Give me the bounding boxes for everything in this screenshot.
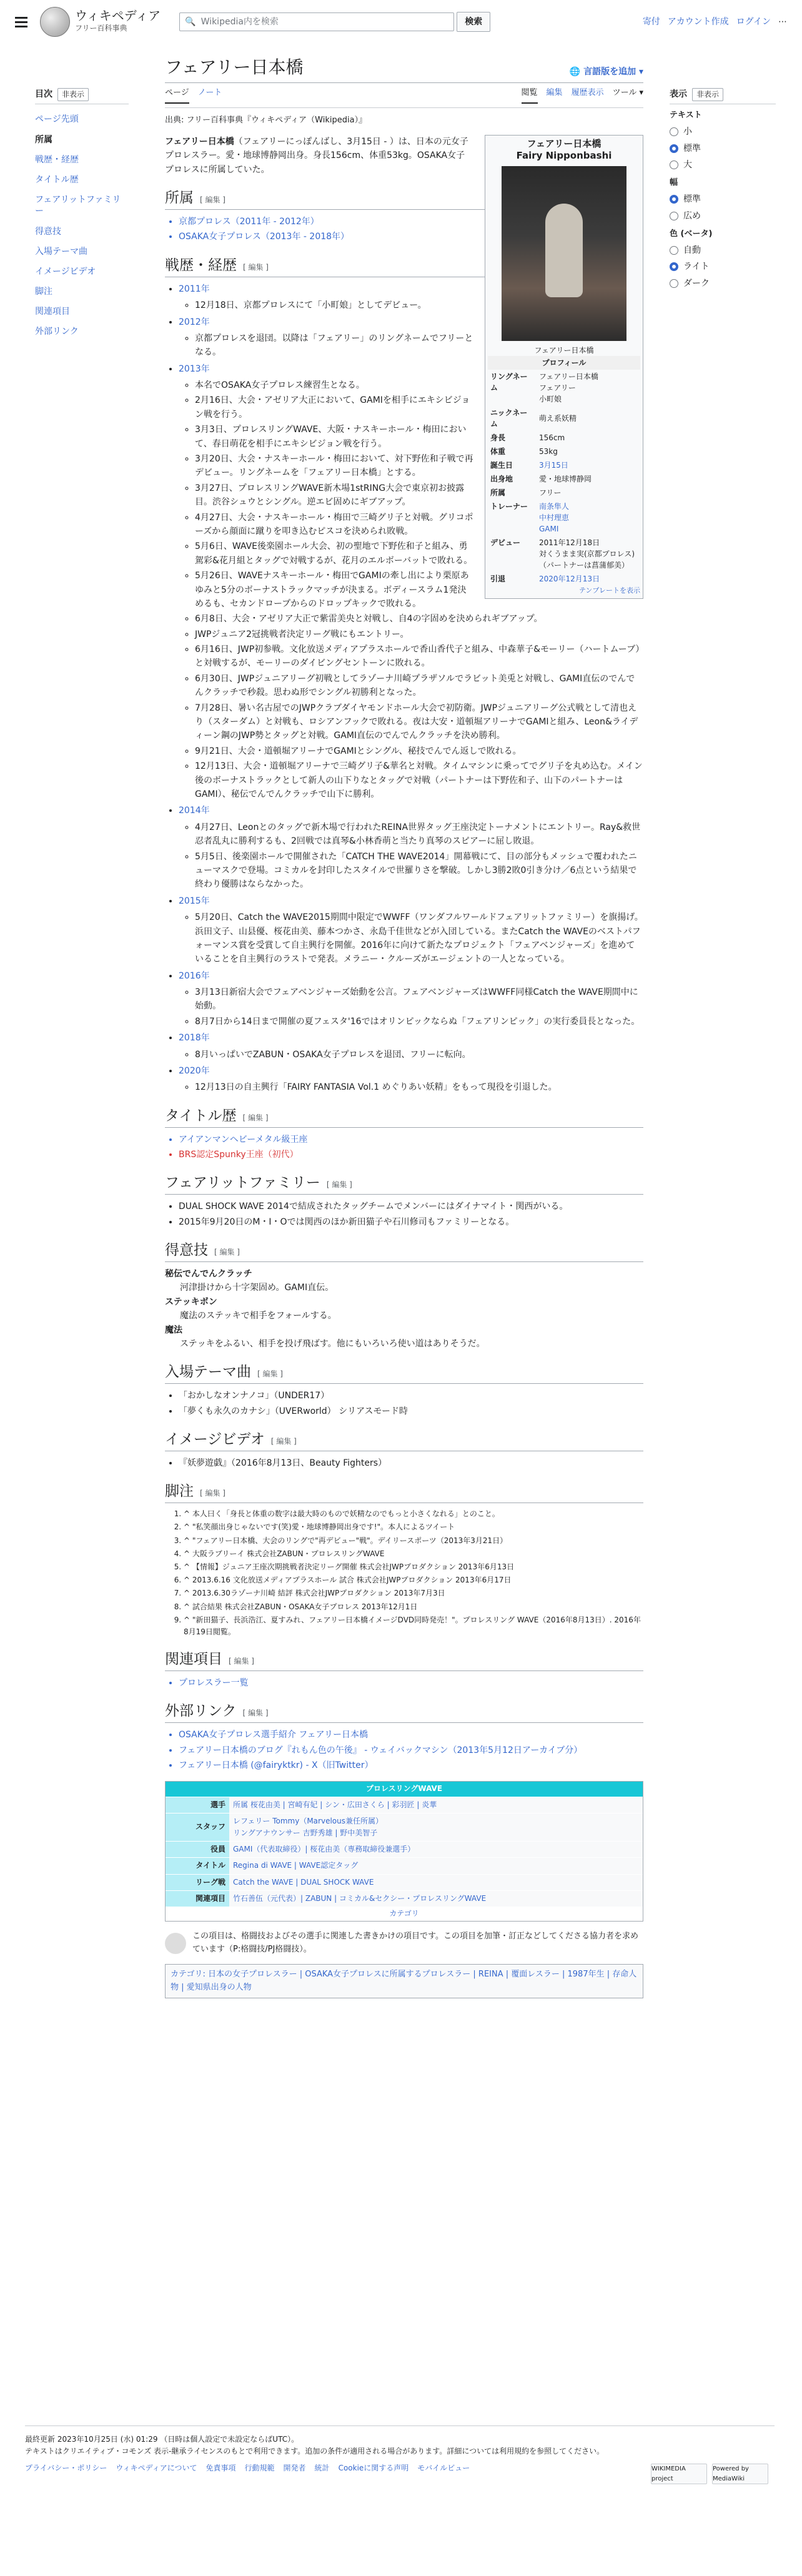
list-item[interactable]: • BRS認定Spunky王座（初代） [179,1148,643,1162]
stub-text: この項目は、格闘技およびその選手に関連した書きかけの項目です。この項目を加筆・訂正などしてくださる協力者を求めています（P:格闘技/PJ格闘技）。 [192,1932,638,1954]
wikimedia-badge[interactable]: WIKIMEDIA project [651,2464,707,2484]
infobox-value: フリー [539,488,562,497]
moves-list [165,1267,643,1351]
list-item: ◦ 5月26日、WAVEナスキーホール・梅田でGAMIの牽し出により栗原あゆみと5分のボーナストラックマッチが決まる。ボディースラム1発決めるも、セカンドロープからのドロップキックで敗れる。 [195,569,643,611]
add-language-button[interactable]: 🌐 言語版を追加 ▾ [569,67,643,77]
list-item: ◦ 3月20日、大会・ナスキーホール・梅田において、対下野佐和子戦で再デビュー。リングネームを「フェアリー日本橋」とする。 [195,452,643,480]
infobox-title: フェアリー日本橋 [527,137,602,149]
navbox-value[interactable]: 所属 桜花由美 | 宮崎有妃 | シン・広田さくら | 彩羽匠 | 炎華 [229,1797,643,1813]
tab-talk[interactable]: ノート [197,88,222,98]
infobox-value[interactable]: 3月15日 [539,460,568,470]
list-item: • 2015年9月20日のM・I・Oでは関西のほか新田猫子や石川修司もファミリーとなる。 [179,1215,643,1229]
infobox-value[interactable]: 2020年12月13日 [539,574,600,583]
infobox-value: 53kg [539,447,558,456]
infobox-key: トレーナー [490,501,528,511]
create-account-link[interactable]: アカウント作成 [667,16,729,27]
intro-paragraph: フェアリー日本橋（フェアリーにっぽんばし、3月15日 - ）は、日本の元女子プロレスラー。愛・地球博静岡出身。身長156cm、体重53kg。OSAKA女子プロレスに所属していた。 [165,136,468,175]
list-item: ◦ 8月いっぱいでZABUN・OSAKA女子プロレスを退団、フリーに転向。 [195,1048,643,1062]
appearance-panel [670,87,776,293]
move-name: 秘伝でんでんクラッチ [165,1269,252,1280]
navbox-key: リーグ戦 [166,1874,229,1890]
list-item: ◦ 3月27日、プロレスリングWAVE新木場1stRING大会で東京初お披露目。渋谷シュウとシングル。逆エビ固めにギブアップ。 [195,481,643,510]
edit-section-link[interactable]: [ 編集 ] [229,1657,254,1666]
section-notes-heading: 脚注 [ 編集 ] [165,1483,643,1503]
wrestler-photo[interactable] [502,166,626,341]
list-item[interactable]: • OSAKA女子プロレス（2013年 - 2018年） [179,230,643,244]
color-label: 色 (ベータ) [670,229,713,239]
page-title: フェアリー日本橋 [165,57,304,77]
edit-section-link[interactable]: [ 編集 ] [200,1489,225,1498]
search-button[interactable]: 検索 [457,12,490,32]
footer-link[interactable]: Cookieに関する声明 [338,2464,409,2473]
list-item: ◦ JWPジュニア2冠挑戦者決定リーグ戦にもエントリー。 [195,628,643,641]
year-link[interactable]: 2013年 [179,363,210,374]
infobox-value: 156cm [539,433,565,442]
list-item[interactable]: • フェアリー日本橋 (@fairyktkr) - X（旧Twitter） [179,1759,643,1772]
list-item: ◦ 5月20日、Catch the WAVE2015期間中限定でWWFF（ワンダフルワールドフェアリットファミリー）を旗揚げ。浜田文子、山县優、桜花由美、藤本つかさ、永島千佳世などが入団している。またCatch the WAVEのベストパフォーマンス賞を受賞して自主興行を開催。2016年に向けて新たなプロジェクト「フェアベンジャーズ」を進めていることを自主興行のラストで発表。メラニー・クルーズがエージェントの一人となっている。 [195,910,643,967]
edit-section-link[interactable]: [ 編集 ] [326,1180,352,1190]
notes-list [165,1508,643,1638]
infobox-title-en: Fairy Nipponbashi [516,150,612,162]
navbox-value[interactable]: レフェリー Tommy（Marvelous兼任所属） リングアナウンサー 吉野秀雄 | 野中美智子 [229,1813,643,1841]
site-logo[interactable] [40,7,161,37]
main-menu-button[interactable] [15,13,32,31]
navbox-title[interactable]: プロレスリングWAVE [166,1782,643,1796]
list-item: ◦ 7月28日、暑い名古屋でのJWPクラブダイヤモンドホール大会で初防衛。JWPジュニアリーグ公式戦として清也えり（スターダム）と対戦も、ロシアンフックで敗れる。夜は大安・道頓堀アリーナでGAMIと組み、Leon&ライディーン鋼のJWP勢とタッグと対戦。GAMI直伝のでんでんクラッチを決め勝利。 [195,701,643,743]
navbox-key: 役員 [166,1842,229,1858]
tab-history[interactable]: 履歴表示 [571,88,604,98]
photo-caption: フェアリー日本橋 [534,345,594,355]
infobox-key: 体重 [490,447,506,456]
width-standard-radio[interactable]: 標準 [670,192,776,206]
navbox-key: 関連項目 [166,1890,229,1907]
list-item: • 『妖夢遊戯』（2016年8月13日、Beauty Fighters） [179,1456,643,1470]
list-item: ◦ 12月13日の自主興行「FAIRY FANTASIA Vol.1 めぐりあい妖精」をもって現役を引退した。 [195,1080,643,1094]
toc-item[interactable]: 所属 [35,134,52,145]
year-link[interactable]: 2011年 [179,284,210,294]
list-item: ◦ 8月7日から14日まで開催の夏フェスタ'16ではオリンピックならぬ「フェアリンピック」の実行委員長となった。 [195,1015,643,1029]
infobox-key: 誕生日 [490,460,513,470]
edit-section-link[interactable]: [ 編集 ] [242,1113,269,1122]
infobox-key: デビュー [490,538,521,547]
wikipedia-globe-icon [40,7,70,37]
list-item: ◦ 3月13日新宿大会でフェアベンジャーズ始動を公言。フェアベンジャーズはWWFF同様Catch the WAVE期間中に始動。 [195,985,643,1014]
navbox-key: 選手 [166,1797,229,1813]
section-related-heading: 関連項目 [ 編集 ] [165,1651,643,1671]
color-light-radio[interactable]: ライト [670,260,776,274]
main-content [165,56,643,1998]
list-item: ◦ 4月27日、Leonとのタッグで新木場で行われたREINA世界タッグ王座決定トーナメントにエントリー。Ray&救世忍者乱丸に勝利するも、2回戦では真琴&小林香萌と当たり真琴のスピアーに屈し敗退。 [195,821,643,849]
list-item: ◦ 6月30日、JWPジュニアリーグ初戦としてラゾーナ川崎プラザソルでラビット美兎と対戦し、GAMI直伝のでんでんクラッチで秒殺。思わぬ形でシングル初勝利となった。 [195,672,643,700]
note-item: 7. ^ 2013.6.30ラゾーナ川崎 結評 株式会社JWPプロダクション 2013年7月3日 [184,1587,643,1599]
license-text: テキストはクリエイティブ・コモンズ 表示-継承ライセンスのもとで利用できます。追加の条件が適用される場合があります。詳細については利用規約を参照してください。 [25,2447,605,2456]
toc-item[interactable]: タイトル歴 [35,174,79,185]
category-bar[interactable]: カテゴリ: 日本の女子プロレスラー | OSAKA女子プロレスに所属するプロレスラー | REINA | 覆面レスラー | 1987年生 | 存命人物 | 愛知県出身の人物 [165,1964,643,1999]
list-item[interactable]: • プロレスラー一覧 [179,1676,643,1690]
section-affiliation-heading: 所属 [ 編集 ] [165,189,643,210]
width-label: 幅 [670,178,678,188]
navbox-category-link[interactable]: カテゴリ [389,1908,419,1918]
toc-item[interactable]: ページ先頭 [35,114,79,125]
toc-item[interactable]: 得意技 [35,226,61,237]
list-item: ◦ 9月21日、大会・道頓堀アリーナでGAMIとシングル、秘技でんでん返しで敗れる。 [195,744,643,758]
move-name: 魔法 [165,1325,182,1335]
infobox-key: ニックネーム [490,408,528,428]
note-item: 1. ^ 本人曰く「身長と体重の数字は最大時のもので妖精なのでもっと小さくなれる」とのこと。 [184,1508,643,1520]
search-input[interactable] [179,12,454,31]
tab-page[interactable]: ページ [165,87,189,104]
infobox-value: フェアリー日本橋 フェアリー 小町娘 [539,372,598,403]
stub-notice [165,1930,643,1957]
edit-section-link[interactable]: [ 編集 ] [214,1248,240,1257]
infobox-profile-header: プロフィール [488,356,640,370]
from-notice: 出典: フリー百科事典『ウィキペディア（Wikipedia）』 [165,116,367,126]
list-item: ◦ 5月5日、後楽園ホールで開催された「CATCH THE WAVE2014」開幕戦にて、目の部分もメッシュで覆われたニューマスクで登場。コミカルを封印したスタイルで世羅りさを撃破。しかし3勝2敗0引き分け／6点という結果で終わり優勝はならなかった。 [195,850,643,892]
note-item: 4. ^ 大阪ラブリーイ 株式会社ZABUN・プロレスリングWAVE [184,1548,643,1560]
list-item: ◦ 5月6日、WAVE後楽園ホール大会、初の聖地で下野佐和子と組み、勇駕彩&花月組とタッグで対戦するが、花月のエルボーバットで敗れる。 [195,540,643,568]
template-link[interactable]: テンプレートを表示 [578,586,640,595]
note-item: 6. ^ 2013.6.16 文化放送メディアプラスホール 試合 株式会社JWPプロダクション 2013年6月17日 [184,1574,643,1586]
move-desc: ステッキをふるい、相手を投げ飛ばす。他にもいろいろ使い道はありそうだ。 [180,1339,485,1349]
footer [25,2425,775,2482]
note-item: 2. ^ "私笑顔出身じゃないです(笑)愛・地球博静岡出身です!"。本人によるツイート [184,1521,643,1533]
more-menu-icon[interactable]: ⋯ [778,16,787,27]
move-desc: 魔法のステッキで相手をフォールする。 [180,1311,337,1321]
footer-link[interactable]: ウィキペディアについて [116,2464,197,2473]
list-item: ◦ 6月16日、JWP初参戦。文化放送メディアプラスホールで香山香代子と組み、中森華子&モーリー（ハートムーブ）と対戦するが、モーリーのダイビングセントーンに敗れる。 [195,643,643,671]
infobox-value[interactable]: 南条隼人 中村理恵 GAMI [539,501,570,533]
navbox-key: タイトル [166,1858,229,1874]
search-form [179,12,490,32]
list-item: ◦ 12月13日、大会・道頓堀アリーナで三崎グリ子&華名と対戦。タイムマシンに乗ってでグリ子を丸め込む。メイン後のボーナストラックとして新人の山下りなとタッグで対戦（パートナーは下野佐和子、山下のパートナーはGAMI）、秘伝でんでんクラッチで山下に勝利。 [195,759,643,801]
toc-item[interactable]: イメージビデオ [35,266,96,277]
width-wide-radio[interactable]: 広め [670,209,776,223]
section-titles-heading: タイトル歴 [ 編集 ] [165,1107,643,1128]
header [0,0,802,44]
footer-link[interactable]: 行動規範 [244,2464,275,2473]
text-size-label: テキスト [670,111,702,121]
edit-section-link[interactable]: [ 編集 ] [257,1369,283,1379]
navbox-key: スタッフ [166,1813,229,1841]
navbox-value[interactable]: 竹石善伍（元代表）| ZABUN | コミカル&セクシー・プロレスリングWAVE [229,1890,643,1907]
list-item: ◦ 京都プロレスを退団。以降は「フェアリー」のリングネームでフリーとなる。 [195,332,643,360]
text-size-large-radio[interactable]: 大 [670,158,776,172]
note-item: 5. ^ 【情報】ジュニア王座次期挑戦者決定リーグ開催 株式会社JWPプロダクション 2013年6月13日 [184,1561,643,1573]
login-link[interactable]: ログイン [736,16,771,27]
list-item: • DUAL SHOCK WAVE 2014で結成されたタッグチームでメンバーにはダイナマイト・関西がいる。 [179,1200,643,1213]
year-link[interactable]: 2020年 [179,1066,210,1077]
infobox-key: リングネーム [490,372,528,392]
list-item: ◦ 4月27日、大会・ナスキーホール・梅田で三崎グリ子と対戦。グリコポーズから顔面に蹴りを叩き込むピスコを決められ敗戦。 [195,511,643,539]
list-item[interactable]: • アイアンマンヘビーメタル級王座 [179,1133,643,1147]
year-link[interactable]: 2014年 [179,806,210,816]
tab-tools[interactable]: ツール ▾ [612,88,643,98]
search-icon: 🔍 [185,16,196,27]
navbox [165,1781,643,1922]
logo-title: ウィキペディア [75,8,161,24]
list-item[interactable]: • 京都プロレス（2011年 - 2012年） [179,215,643,229]
list-item[interactable]: • OSAKA女子プロレス選手紹介 フェアリー日本橋 [179,1728,643,1742]
section-moves-heading: 得意技 [ 編集 ] [165,1241,643,1262]
section-theme-heading: 入場テーマ曲 [ 編集 ] [165,1363,643,1384]
footer-link[interactable]: プライバシー・ポリシー [25,2464,107,2473]
navbox-value[interactable]: Catch the WAVE | DUAL SHOCK WAVE [229,1874,643,1890]
list-item: ◦ 2月16日、大会・アゼリア大正において、GAMIを相手にエキシビジョン戦を行う。 [195,393,643,422]
navbox-value[interactable]: GAMI（代表取締役）| 桜花由美（専務取締役兼選手） [229,1842,643,1858]
year-link[interactable]: 2018年 [179,1033,210,1044]
toc-item[interactable]: 関連項目 [35,307,70,317]
toc-item[interactable]: 外部リンク [35,327,79,337]
infobox-key: 出身地 [490,474,513,483]
infobox [485,135,643,600]
infobox-value: 萌え系妖精 [539,413,577,423]
edit-section-link[interactable]: [ 編集 ] [270,1437,297,1446]
page-tabs [165,87,643,108]
text-size-small-radio[interactable]: 小 [670,125,776,139]
section-video-heading: イメージビデオ [ 編集 ] [165,1431,643,1451]
move-desc: 河津掛けから十字架固め。GAMI直伝。 [180,1283,334,1293]
move-name: ステッキボン [165,1296,217,1307]
donate-link[interactable]: 寄付 [642,16,660,27]
infobox-key: 身長 [490,433,506,442]
appearance-hide-button[interactable]: 非表示 [692,88,723,101]
list-item: • 「おかしなオンナノコ」（UNDER17） [179,1389,643,1403]
toc-item[interactable]: 戦歴・経歴 [35,154,79,165]
toc-title: 目次 [35,89,52,99]
year-link[interactable]: 2012年 [179,317,210,327]
footer-link[interactable]: 免責事項 [205,2464,236,2473]
edit-section-link[interactable]: [ 編集 ] [200,195,225,205]
list-item: ◦ 6月8日、大会・アゼリア大正で紫雷美央と対戦し、自4の字固めを決められギブアップ。 [195,612,643,626]
footer-link[interactable]: 開発者 [283,2464,306,2473]
appearance-title: 表示 [670,89,687,99]
section-family-heading: フェアリットファミリー [ 編集 ] [165,1174,643,1195]
toc-hide-button[interactable]: 非表示 [57,88,89,101]
text-size-standard-radio[interactable]: 標準 [670,142,776,155]
note-item: 9. ^ "新田猫子、長浜浩江、夏すみれ、フェアリー日本橋イメージDVD同時発売！"。プロレスリング WAVE（2016年8月13日）. 2016年8月19日閲覧。 [184,1614,643,1638]
search-placeholder: Wikipedia内を検索 [200,16,279,27]
logo-subtitle: フリー百科事典 [75,24,127,33]
edit-section-link[interactable]: [ 編集 ] [242,1709,269,1718]
mediawiki-badge[interactable]: Powered by MediaWiki [712,2464,768,2484]
table-of-contents [35,87,129,342]
toc-item[interactable]: 入場テーマ曲 [35,246,87,257]
infobox-key: 引退 [490,574,506,583]
section-career-heading: 戦歴・経歴 [ 編集 ] [165,257,643,277]
last-modified: 最終更新 2023年10月25日 (水) 01:29 （日時は個人設定で未設定ならばUTC）。 [25,2435,299,2444]
year-link[interactable]: 2016年 [179,970,210,981]
footer-link[interactable]: モバイルビュー [417,2464,470,2473]
infobox-value: 2011年12月18日 対くうまま実(京都プロレス) （パートナーは菖蒲郁美） [539,538,635,570]
footer-link[interactable]: 統計 [314,2464,330,2473]
toc-item[interactable]: フェアリットファミリー [35,195,121,217]
toc-item[interactable]: 脚注 [35,287,52,297]
tab-read[interactable]: 閲覧 [522,87,538,104]
note-item: 3. ^ "フェアリー日本橋、大会のリングで"再デビュー"戦"。デイリースポーツ（2013年3月21日） [184,1535,643,1547]
tab-edit[interactable]: 編集 [546,88,563,98]
note-item: 8. ^ 試合結果 株式会社ZABUN・OSAKA女子プロレス 2013年12月1日 [184,1601,643,1613]
section-external-heading: 外部リンク [ 編集 ] [165,1702,643,1723]
list-item: ◦ 12月18日、京都プロレスにて「小町娘」としてデビュー。 [195,299,643,312]
list-item: ◦ 3月3日、プロレスリングWAVE、大阪・ナスキーホール・梅田において、春日萌花を相手にエキシビジョン戦を行う。 [195,423,643,451]
user-links [643,15,787,29]
color-auto-radio[interactable]: 自動 [670,244,776,257]
edit-section-link[interactable]: [ 編集 ] [243,262,269,272]
infobox-key: 所属 [490,488,506,497]
list-item[interactable]: • フェアリー日本橋のブログ『れもん色の午後』 - ウェイバックマシン（2013年5月12日アーカイブ分） [179,1744,643,1757]
list-item: ◦ 本名でOSAKA女子プロレス練習生となる。 [195,378,643,392]
list-item: • 「夢くも永久のカナシ」（UVERworld） シリアスモード時 [179,1404,643,1418]
year-link[interactable]: 2015年 [179,896,210,906]
color-dark-radio[interactable]: ダーク [670,277,776,290]
stub-wrestler-icon [165,1933,186,1954]
navbox-value[interactable]: Regina di WAVE | WAVE認定タッグ [229,1858,643,1874]
infobox-value: 愛・地球博静岡 [539,474,592,483]
